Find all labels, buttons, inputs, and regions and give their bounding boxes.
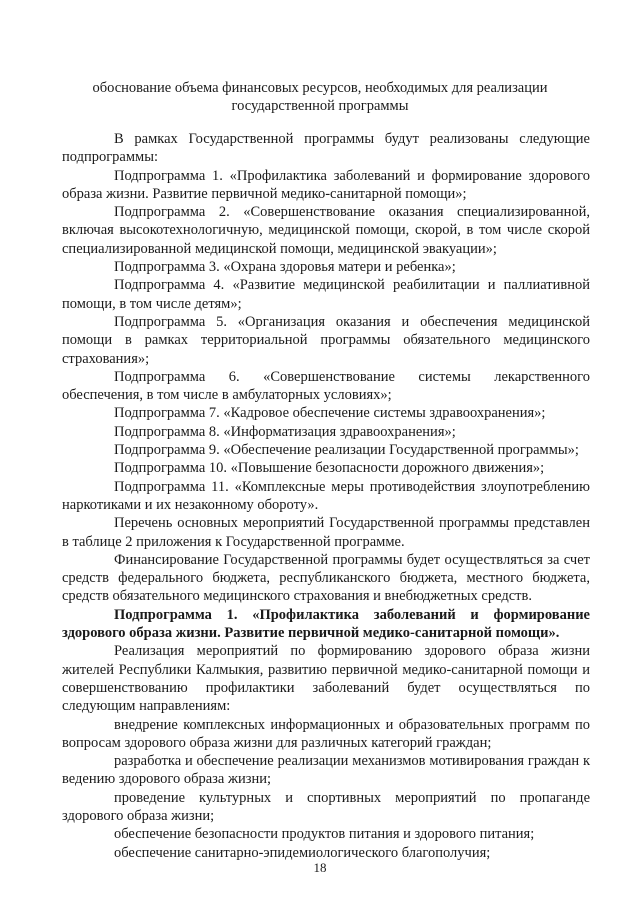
- body-paragraph: Финансирование Государственной программы будет осуществляться за счет средств федерального бюджета, республиканского бюджета, местного бюджета, средств обязательного медицинского страхования и внебюджетных средств.: [62, 551, 590, 605]
- direction-item: проведение культурных и спортивных мероприятий по пропаганде здорового образа жизни;: [62, 789, 590, 824]
- page-number: 18: [313, 860, 327, 875]
- subprogram-item: Подпрограмма 10. «Повышение безопасности дорожного движения»;: [114, 460, 545, 477]
- direction-item: внедрение комплексных информационных и образовательных программ по вопросам здорового образа жизни для различных категорий граждан;: [62, 716, 590, 751]
- subprogram-item: Подпрограмма 4. «Развитие медицинской реабилитации и паллиативной помощи, в том числе детям»;: [62, 277, 590, 312]
- intro-paragraph: В рамках Государственной программы будут реализованы следующие подпрограммы:: [62, 131, 590, 166]
- subprogram-item: Подпрограмма 2. «Совершенствование оказания специализированной, включая высокотехнологичную, медицинской помощи, скорой, в том числе скорой специализированной медицинской помощи, медицинской эвакуации»;: [62, 204, 590, 257]
- direction-item: обеспечение санитарно-эпидемиологического благополучия;: [114, 844, 491, 861]
- heading-line-1: обоснование объема финансовых ресурсов, необходимых для реализации: [92, 80, 548, 96]
- subprogram-item: Подпрограмма 5. «Организация оказания и обеспечения медицинской помощи в рамках территориальной программы обязательного медицинского страхования»;: [62, 313, 590, 367]
- subprogram-item: Подпрограмма 11. «Комплексные меры противодействия злоупотреблению наркотиками и их незаконному обороту».: [62, 478, 590, 513]
- section-paragraph: Реализация мероприятий по формированию здорового образа жизни жителей Республики Калмыкия, развитию первичной медико-санитарной помощи и совершенствованию профилактики заболеваний будет осуществляться по следующим направлениям:: [62, 643, 590, 715]
- subprogram-item: Подпрограмма 9. «Обеспечение реализации Государственной программы»;: [114, 442, 579, 459]
- direction-item: обеспечение безопасности продуктов питания и здорового питания;: [114, 826, 535, 843]
- body-paragraph: Перечень основных мероприятий Государственной программы представлен в таблице 2 приложения к Государственной программе.: [62, 515, 590, 550]
- subprogram-item: Подпрограмма 1. «Профилактика заболеваний и формирование здорового образа жизни. Развитие первичной медико-санитарной помощи»;: [62, 167, 590, 202]
- subprogram-item: Подпрограмма 8. «Информатизация здравоохранения»;: [114, 423, 456, 440]
- subprogram-item: Подпрограмма 3. «Охрана здоровья матери и ребенка»;: [114, 259, 456, 276]
- section-heading: Подпрограмма 1. «Профилактика заболеваний и формирование здорового образа жизни. Развитие первичной медико-санитарной помощи».: [62, 606, 590, 642]
- subprogram-item: Подпрограмма 7. «Кадровое обеспечение системы здравоохранения»;: [114, 405, 546, 422]
- heading-line-2: государственной программы: [231, 98, 409, 114]
- subprogram-item: Подпрограмма 6. «Совершенствование системы лекарственного обеспечения, в том числе в амбулаторных условиях»;: [62, 368, 590, 404]
- direction-item: разработка и обеспечение реализации механизмов мотивирования граждан к ведению здорового образа жизни;: [62, 753, 590, 788]
- page-heading: [60, 79, 580, 115]
- document-body: [62, 130, 590, 862]
